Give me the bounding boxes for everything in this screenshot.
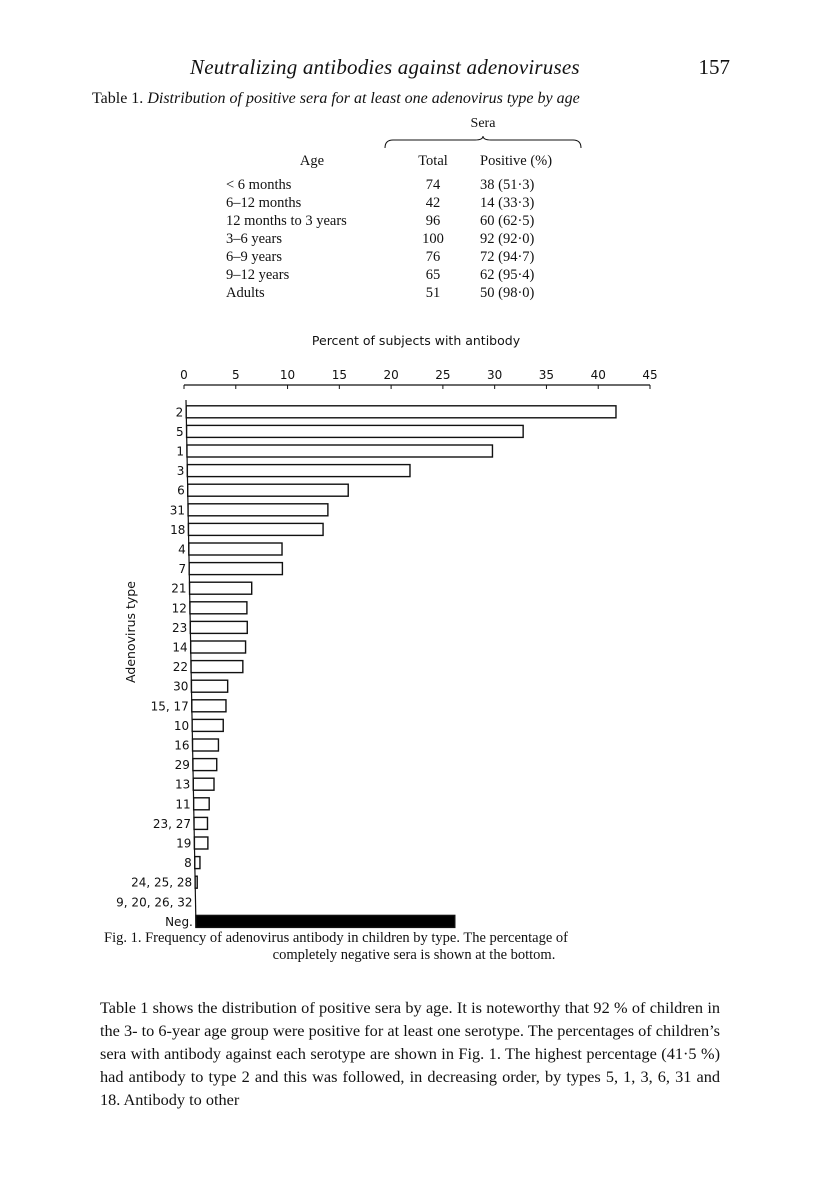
category-label: 31 — [169, 503, 186, 518]
bar — [194, 837, 207, 849]
bar — [189, 543, 282, 555]
x-tick-label: 0 — [180, 368, 188, 382]
sera-label: Sera — [470, 116, 496, 131]
category-label: 6 — [177, 483, 185, 498]
bar — [194, 798, 210, 810]
x-tick-label: 35 — [538, 368, 555, 382]
cell-age: 3–6 years — [226, 231, 282, 247]
x-tick-label: 10 — [279, 368, 296, 382]
cell-age: < 6 months — [226, 177, 292, 193]
category-label: 4 — [178, 542, 186, 557]
table-caption-title: Distribution of positive sera for at least one adenovirus type by age — [147, 90, 580, 107]
cell-age: 6–9 years — [226, 249, 282, 265]
cell-total: 76 — [425, 249, 441, 265]
category-label: 3 — [176, 464, 185, 479]
category-label: 10 — [173, 718, 190, 733]
cell-age: 6–12 months — [226, 195, 302, 211]
bar — [193, 759, 217, 771]
category-label: 15, 17 — [150, 699, 189, 714]
category-label: 18 — [170, 522, 186, 537]
x-tick-label: 15 — [331, 368, 347, 382]
body-paragraph: Table 1 shows the distribution of positive sera by age. It is noteworthy that 92 % of children in the 3- to 6-year age group were positive for at least one serotype. The percentages of children’s sera with antibody against each serotype are shown in Fig. 1. The highest percentage (41·5 %) had antibody to type 2 and this was followed, in decreasing order, by types 5, 1, 3, 6, 31 and 18. Antibody to other — [100, 998, 720, 1109]
table-row — [226, 248, 590, 266]
bar — [191, 680, 227, 692]
category-label: 11 — [175, 797, 191, 812]
category-label: Neg. — [165, 914, 193, 929]
chart-title: Percent of subjects with antibody — [311, 333, 521, 348]
col-header-total: Total — [418, 153, 448, 169]
running-head — [190, 55, 730, 85]
y-axis-title: Adenovirus type — [123, 581, 138, 683]
cell-positive: 62 (95·4) — [480, 267, 535, 283]
table-body — [226, 176, 590, 302]
x-tick-label: 5 — [231, 368, 240, 382]
table-header-row — [226, 152, 590, 176]
bar — [186, 406, 616, 418]
cell-total: 51 — [425, 285, 441, 301]
cell-positive: 50 (98·0) — [480, 285, 535, 301]
cell-total: 100 — [422, 231, 444, 247]
cell-age: 12 months to 3 years — [226, 213, 347, 229]
bar — [190, 582, 252, 594]
bar — [187, 445, 492, 457]
x-tick-label: 30 — [487, 368, 503, 382]
cell-positive: 14 (33·3) — [480, 195, 535, 211]
bar — [194, 817, 207, 829]
category-label: 1 — [176, 444, 184, 459]
bar — [195, 857, 200, 869]
cell-total: 74 — [425, 177, 441, 193]
bar — [188, 504, 328, 516]
cell-total: 42 — [425, 195, 441, 211]
bar — [193, 778, 214, 790]
cell-positive: 92 (92·0) — [480, 231, 535, 247]
cell-total: 65 — [425, 267, 441, 283]
figure-caption-line1: Fig. 1. Frequency of adenovirus antibody in children by type. The percentage of — [104, 930, 569, 946]
category-label: 30 — [173, 679, 189, 694]
cell-total: 96 — [425, 213, 441, 229]
bar — [190, 621, 247, 633]
bar — [187, 425, 524, 437]
category-label: 14 — [172, 640, 188, 655]
figure-caption-line2: completely negative sera is shown at the bottom. — [272, 947, 556, 963]
category-label: 12 — [171, 601, 187, 616]
bar — [190, 602, 247, 614]
category-label: 19 — [176, 836, 192, 851]
category-label: 23, 27 — [152, 816, 192, 831]
cell-age: 9–12 years — [226, 267, 290, 283]
bar — [191, 641, 246, 653]
category-label: 29 — [174, 758, 190, 773]
bar — [188, 484, 349, 496]
bar — [189, 563, 282, 575]
category-label: 8 — [184, 856, 192, 871]
cell-positive: 72 (94·7) — [480, 249, 535, 265]
table-row — [226, 284, 590, 302]
category-label: 9, 20, 26, 32 — [116, 895, 193, 910]
table-caption-label: Table 1. — [92, 90, 144, 107]
bar — [195, 876, 197, 888]
table-caption — [92, 90, 580, 108]
age-table — [226, 152, 590, 302]
page-number: 157 — [698, 55, 730, 79]
col-header-positive: Positive (%) — [480, 153, 553, 169]
cell-positive: 60 (62·5) — [480, 213, 535, 229]
category-label: 16 — [174, 738, 190, 753]
negative-sera-bar — [196, 915, 455, 927]
table-row — [226, 176, 590, 194]
category-label: 13 — [175, 777, 191, 792]
cell-age: Adults — [226, 285, 265, 301]
sera-brace — [383, 136, 583, 152]
x-tick-label: 45 — [642, 368, 658, 382]
cell-positive: 38 (51·3) — [480, 177, 535, 193]
category-label: 24, 25, 28 — [131, 875, 193, 890]
category-label: 21 — [171, 581, 187, 596]
category-label: 23 — [172, 620, 188, 635]
table-row — [226, 266, 590, 284]
col-header-age: Age — [299, 153, 325, 169]
category-label: 7 — [178, 562, 187, 577]
bar-chart — [100, 330, 700, 930]
bar — [191, 661, 243, 673]
category-label: 2 — [175, 405, 184, 420]
table-row — [226, 230, 590, 248]
bar — [188, 523, 323, 535]
category-label: 22 — [172, 660, 189, 675]
table-row — [226, 194, 590, 212]
running-title: Neutralizing antibodies against adenoviruses — [190, 55, 580, 79]
bar — [187, 465, 410, 477]
bar — [192, 719, 223, 731]
category-label: 5 — [175, 424, 184, 439]
x-tick-label: 40 — [590, 368, 606, 382]
table-row — [226, 212, 590, 230]
bar — [193, 739, 219, 751]
bar — [192, 700, 226, 712]
figure-1-chart — [100, 330, 700, 930]
x-tick-label: 25 — [435, 368, 451, 382]
x-tick-label: 20 — [383, 368, 399, 382]
figure-caption — [104, 930, 724, 964]
sera-group-header — [383, 116, 583, 156]
